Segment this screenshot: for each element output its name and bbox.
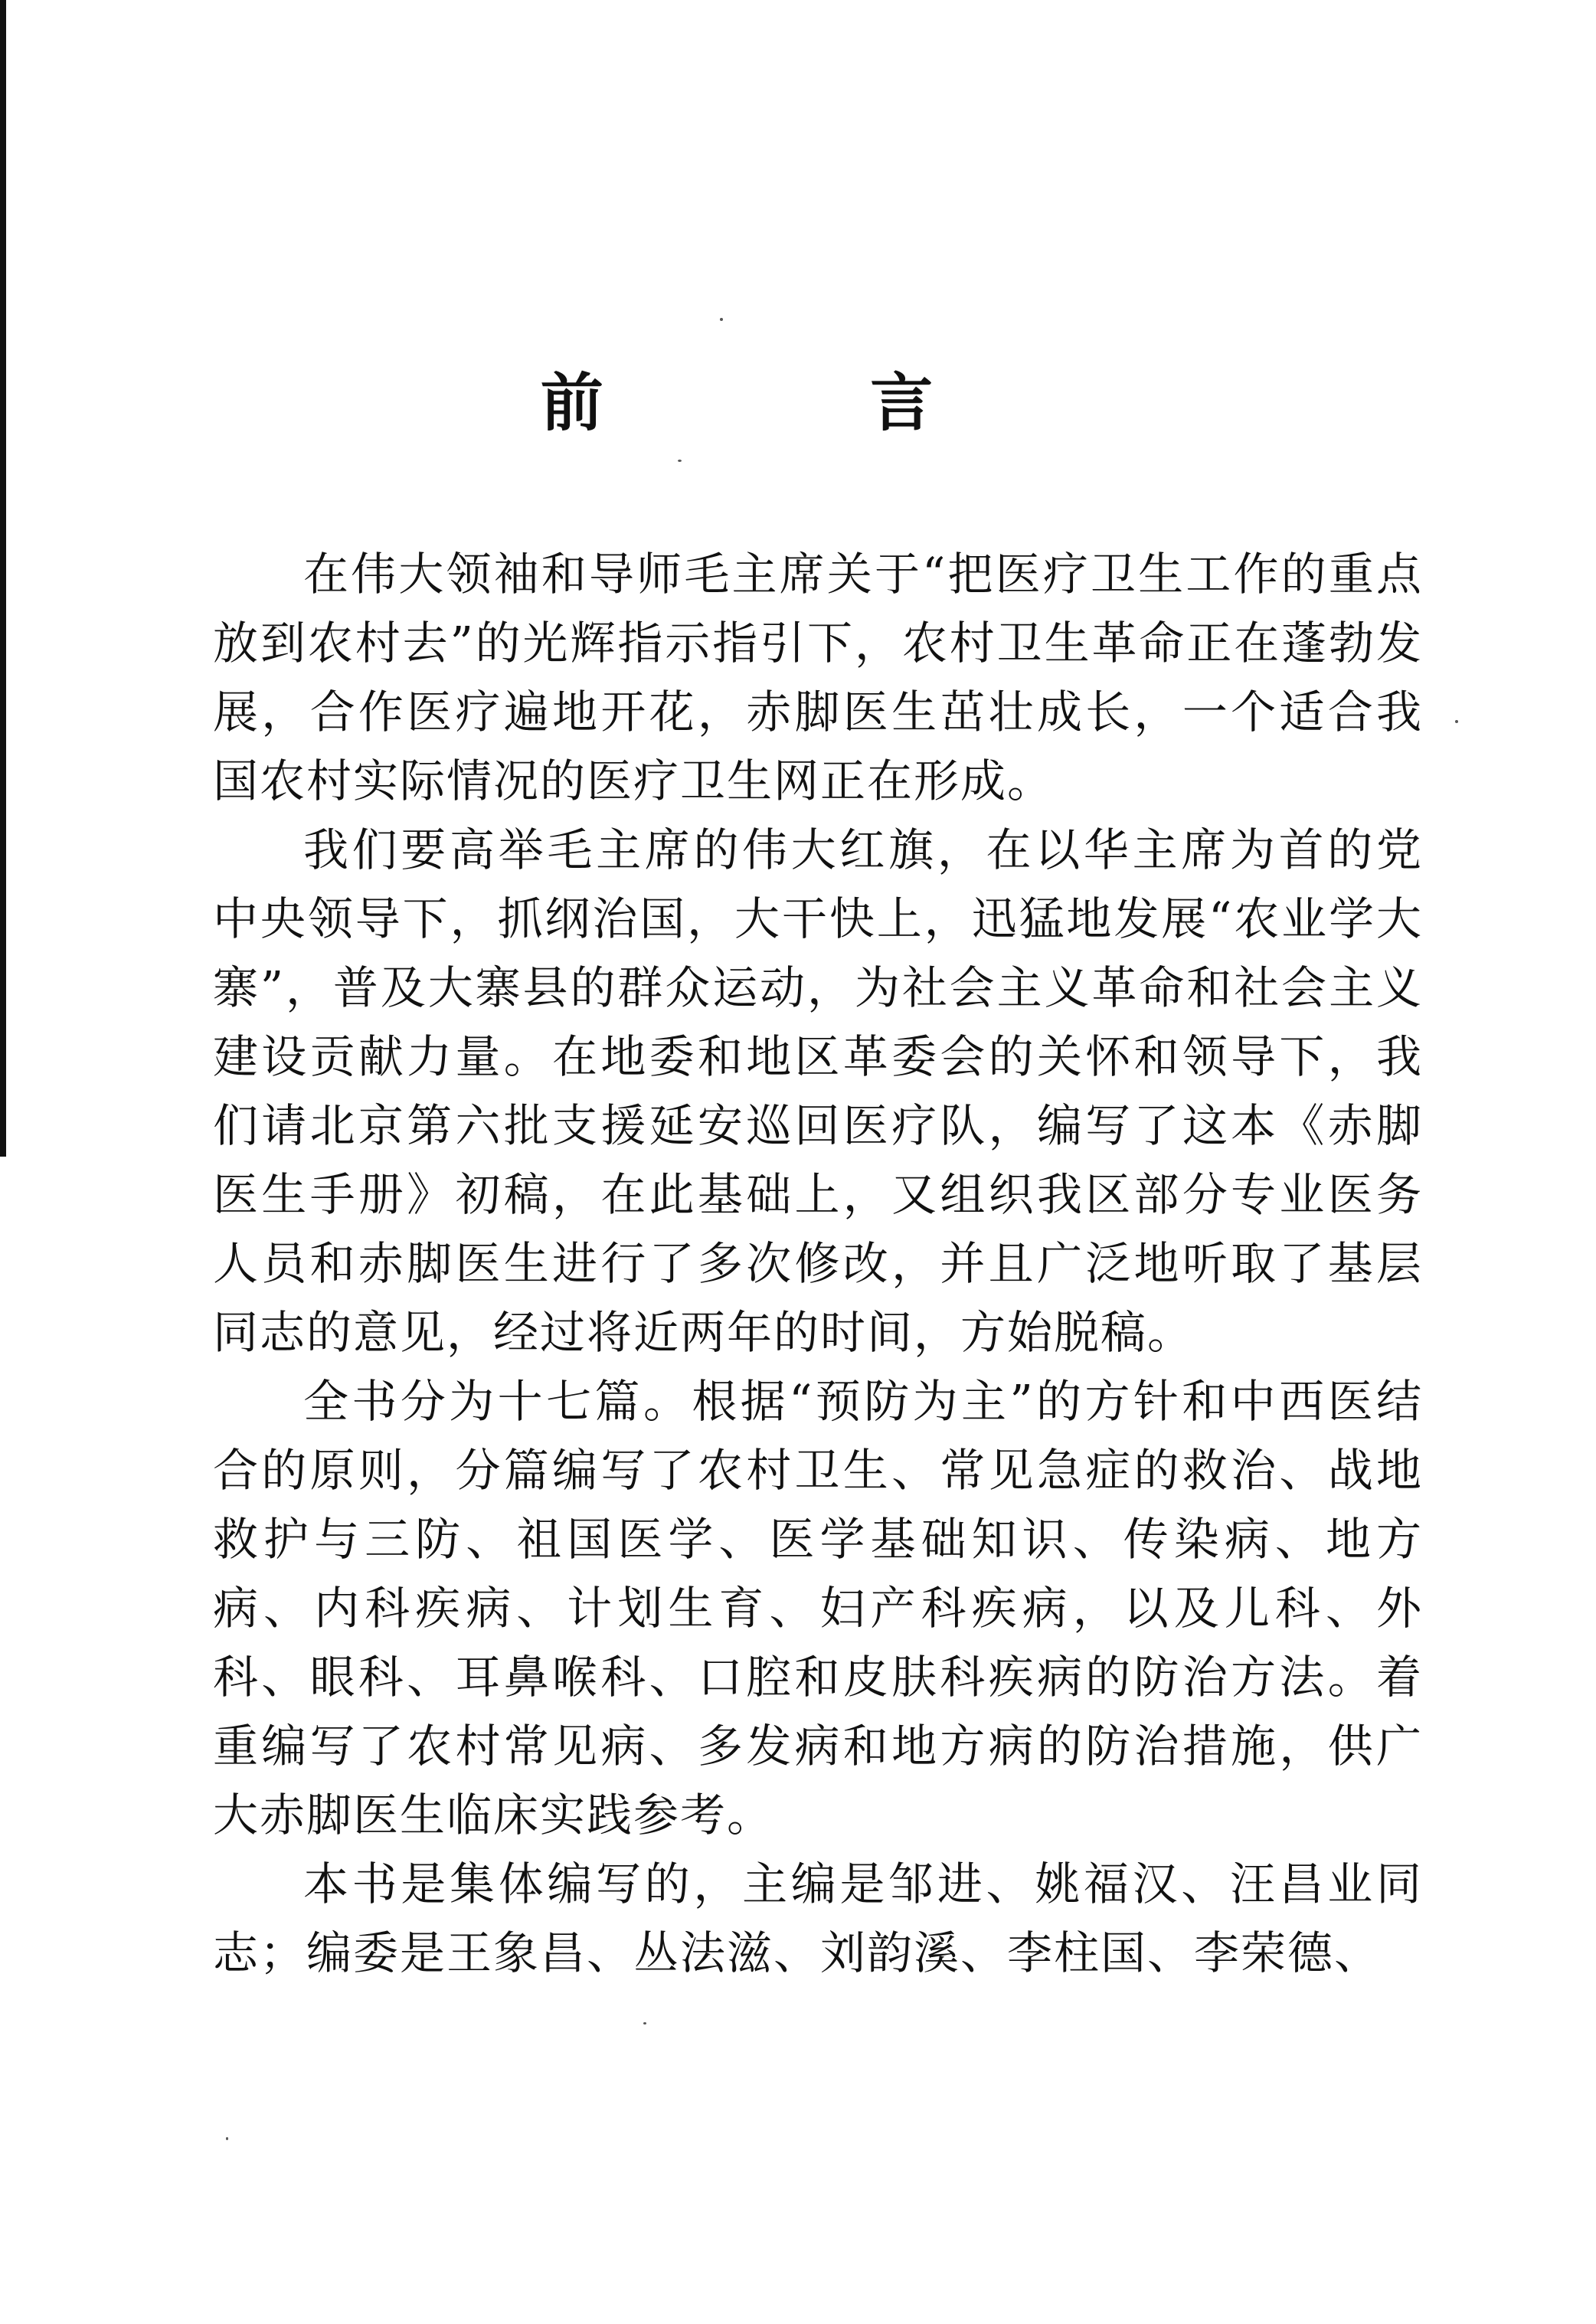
scan-speck bbox=[643, 2022, 646, 2024]
scan-speck bbox=[678, 460, 682, 462]
paragraph: 我们要高举毛主席的伟大红旗，在以华主席为首的党中央领导下，抓纲治国，大干快上，迅猛地发展“农业学大寨”，普及大寨县的群众运动，为社会主义革命和社会主义建设贡献力量。在地委和地区革委会的关怀和领导下，我们请北京第六批支援延安巡回医疗队，编写了这本《赤脚医生手册》初稿，在此基础上，又组织我区部分专业医务人员和赤脚医生进行了多次修改，并且广泛地听取了基层同志的意见，经过将近两年的时间，方始脱稿。 bbox=[213, 823, 1423, 1359]
paragraph: 在伟大领袖和导师毛主席关于“把医疗卫生工作的重点放到农村去”的光辉指示指引下，农村卫生革命正在蓬勃发展，合作医疗遍地开花，赤脚医生茁壮成长，一个适合我国农村实际情况的医疗卫生网正在形成。 bbox=[213, 548, 1423, 807]
scan-speck bbox=[226, 2137, 228, 2140]
page-title: 前 言 bbox=[540, 366, 1056, 440]
paragraph: 全书分为十七篇。根据“预防为主”的方针和中西医结合的原则，分篇编写了农村卫生、常见急症的救治、战地救护与三防、祖国医学、医学基础知识、传染病、地方病、内科疾病、计划生育、妇产科疾病，以及儿科、外科、眼科、耳鼻喉科、口腔和皮肤科疾病的防治方法。着重编写了农村常见病、多发病和地方病的防治措施，供广大赤脚医生临床实践参考。 bbox=[213, 1375, 1423, 1841]
scan-speck bbox=[1455, 720, 1458, 723]
paragraph: 本书是集体编写的，主编是邹进、姚福汉、汪昌业同志；编委是王象昌、丛法滋、刘韵溪、李柱国、李荣德、 bbox=[213, 1858, 1423, 1979]
scan-speck bbox=[720, 318, 723, 321]
scan-edge-shadow bbox=[0, 0, 6, 1157]
preface-body bbox=[213, 540, 1423, 1988]
